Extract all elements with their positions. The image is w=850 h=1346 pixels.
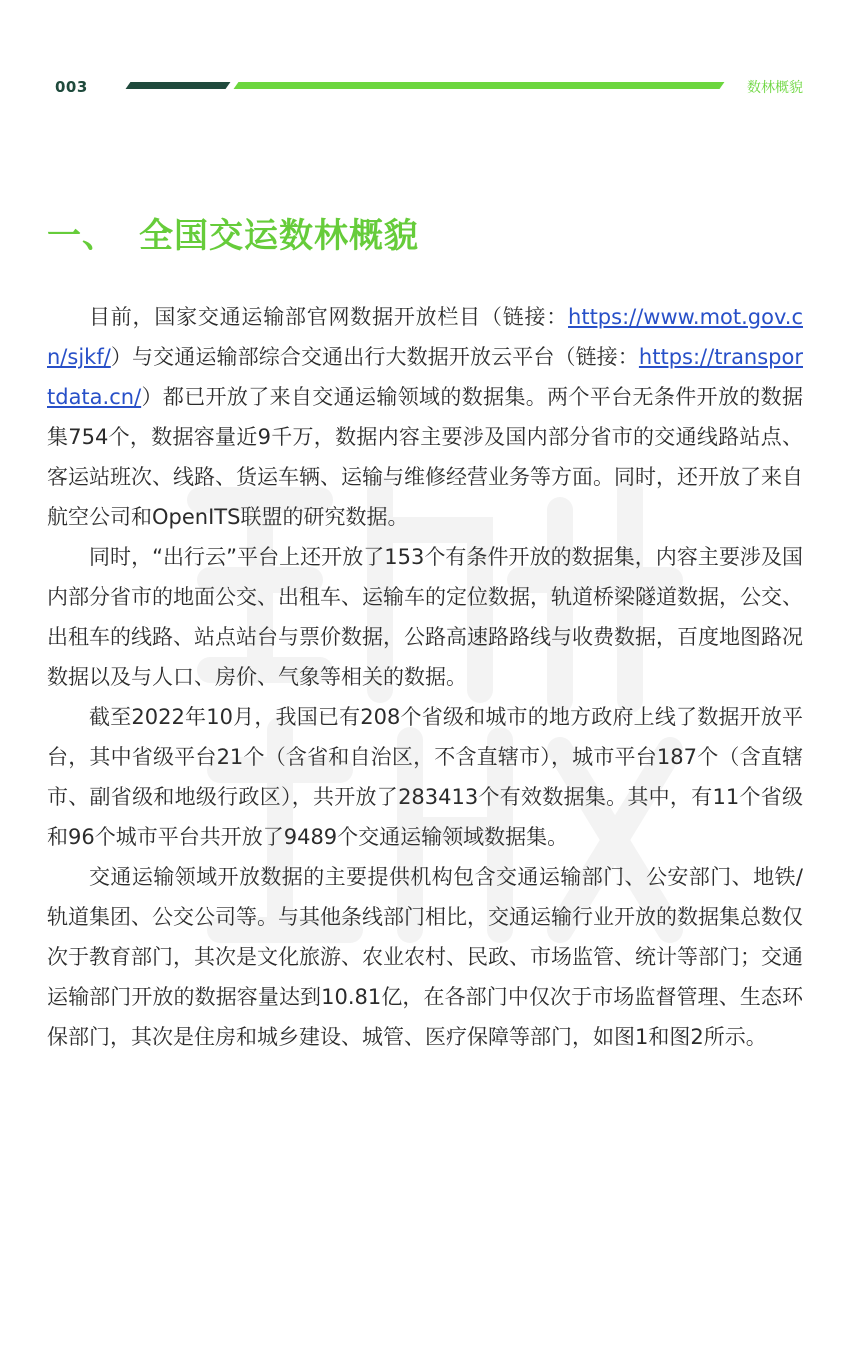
paragraph-1-text-b: ）与交通运输部综合交通出行大数据开放云平台（链接： <box>110 345 639 369</box>
body-text <box>47 297 803 1057</box>
heading-title: 全国交运数林概貌 <box>139 216 419 256</box>
paragraph-1-text-c: ）都已开放了来自交通运输领域的数据集。两个平台无条件开放的数据集754个，数据容量近9千万，数据内容主要涉及国内部分省市的交通线路站点、客运站班次、线路、货运车辆、运输与维修经营业务等方面。同时，还开放了来自航空公司和OpenITS联盟的研究数据。 <box>47 385 803 529</box>
heading-number: 一、 <box>47 216 117 256</box>
paragraph-1-text-a: 目前，国家交通运输部官网数据开放栏目（链接： <box>89 305 569 329</box>
header-bar-green <box>234 82 725 89</box>
paragraph-2: 同时，“出行云”平台上还开放了153个有条件开放的数据集，内容主要涉及国内部分省市的地面公交、出租车、运输车的定位数据，轨道桥梁隧道数据，公交、出租车的线路、站点站台与票价数据，公路高速路路线与收费数据，百度地图路况数据以及与人口、房价、气象等相关的数据。 <box>47 545 803 689</box>
header-bar-dark <box>126 82 231 89</box>
mot-data-link[interactable]: https://www.mot.gov.cn/sjkf/ <box>47 305 803 369</box>
page-number: 003 <box>55 78 88 96</box>
transportdata-link[interactable]: https://transportdata.cn/ <box>47 345 803 409</box>
paragraph-3: 截至2022年10月，我国已有208个省级和城市的地方政府上线了数据开放平台，其中省级平台21个（含省和自治区，不含直辖市），城市平台187个（含直辖市、副省级和地级行政区），共开放了283413个有效数据集。其中，有11个省级和96个城市平台共开放了9489个交通运输领域数据集。 <box>47 705 803 849</box>
paragraph-4: 交通运输领域开放数据的主要提供机构包含交通运输部门、公安部门、地铁/轨道集团、公交公司等。与其他条线部门相比，交通运输行业开放的数据集总数仅次于教育部门，其次是文化旅游、农业农村、民政、市场监管、统计等部门；交通运输部门开放的数据容量达到10.81亿，在各部门中仅次于市场监督管理、生态环保部门，其次是住房和城乡建设、城管、医疗保障等部门，如图1和图2所示。 <box>47 865 803 1049</box>
paragraph-1 <box>47 297 803 537</box>
section-label: 数林概貌 <box>747 80 803 96</box>
section-heading <box>47 208 419 257</box>
